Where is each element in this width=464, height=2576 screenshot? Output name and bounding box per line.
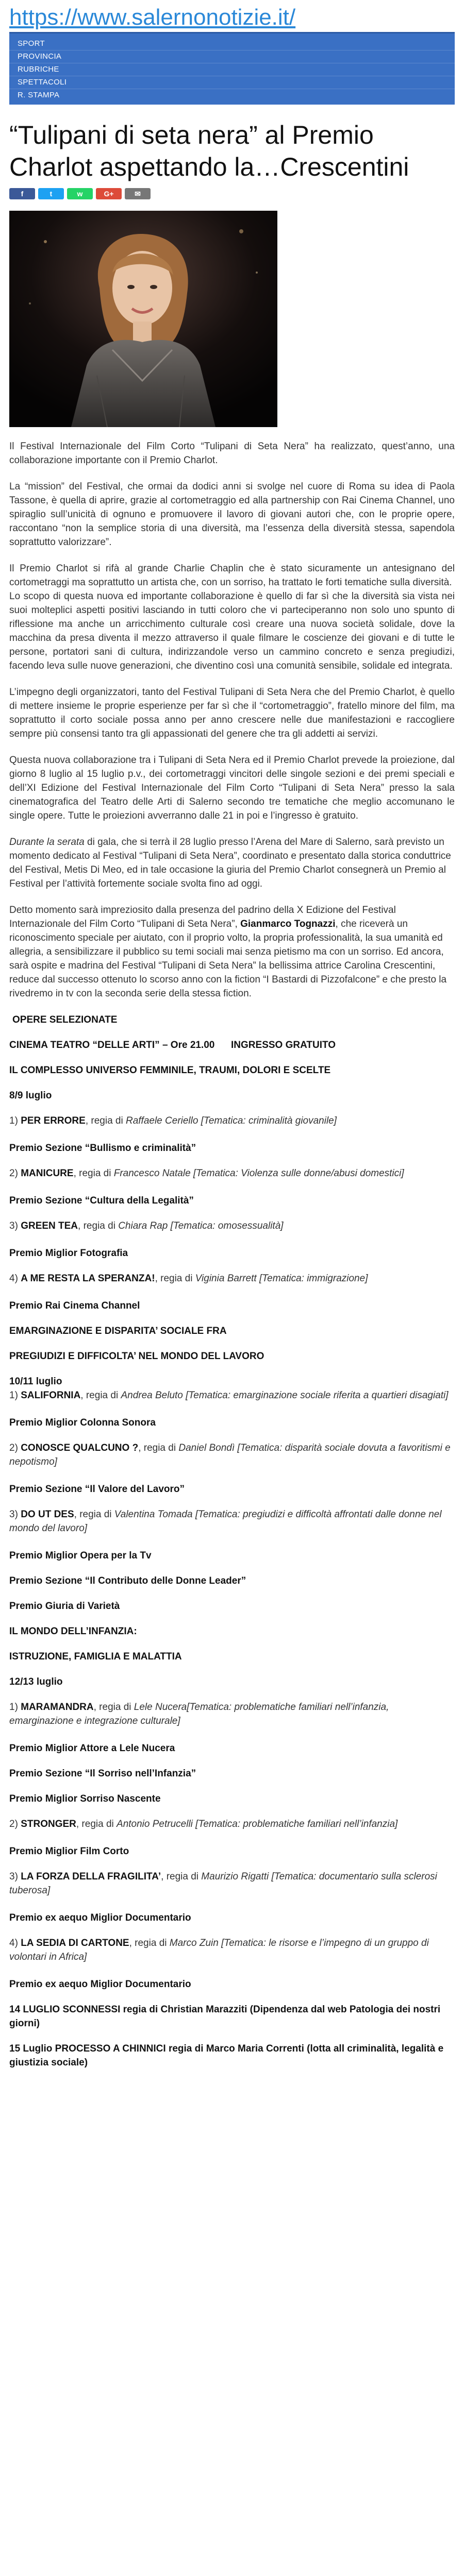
date-heading: 12/13 luglio [9, 1676, 63, 1687]
film-entry: 3) GREEN TEA, regia di Chiara Rap [Tematica: omosessualità] [9, 1221, 284, 1231]
award-heading: Premio ex aequo Miglior Documentario [9, 1979, 191, 1990]
strong-name: Gianmarco Tognazzi [240, 919, 336, 929]
article-paragraph: Il Festival Internazionale del Film Corto “Tulipani di Seta Nera” ha realizzato, quest’anno, una collaborazione importante con il Premio Charlot. [9, 441, 455, 466]
film-entry: 3) LA FORZA DELLA FRAGILITA’, regia di Maurizio Rigatti [Tematica: documentario sulla sclerosi tuberosa] [9, 1871, 437, 1896]
twitter-share-button[interactable] [38, 188, 64, 199]
award-heading: Premio Sezione “Bullismo e criminalità” [9, 1143, 196, 1154]
film-director-label: , regia di [80, 1390, 121, 1401]
paragraph-text: di gala, che si terrà il 28 luglio presso l’Arena del Mare di Salerno, sarà previsto un momento dedicato al Festival “Tulipani di Seta Nera”, coordinato e presentato dalla storica conduttrice del Festival, Metis Di Meo, ed in tale occasione la giuria del Premio Charlot consegnerà un Premio al Festival per l’attività fortemente sociale svolta fino ad oggi. [9, 837, 451, 889]
screening-entry: 14 LUGLIO SCONNESSI regia di Christian Marazziti (Dipendenza dal web Patologia dei nostri giorni) [9, 2004, 441, 2029]
award-heading: Premio Sezione “Cultura della Legalità” [9, 1195, 194, 1206]
award-heading: Premio Giuria di Varietà [9, 1601, 120, 1612]
venue-heading: CINEMA TEATRO “DELLE ARTI” – Ore 21.00 INGRESSO GRATUITO [9, 1040, 336, 1050]
film-title: STRONGER [21, 1819, 76, 1829]
film-details: Francesco Natale [Tematica: Violenza sulle donne/abusi domestici] [113, 1168, 404, 1179]
mail-icon: ✉ [135, 189, 141, 198]
film-entry: 4) A ME RESTA LA SPERANZA!, regia di Viginia Barrett [Tematica: immigrazione] [9, 1273, 368, 1284]
nav-item-rassegna-stampa[interactable]: R. STAMPA [9, 89, 455, 101]
facebook-share-button[interactable] [9, 188, 35, 199]
article-paragraph [9, 835, 455, 891]
film-details: Antonio Petrucelli [Tematica: problematiche familiari nell’infanzia] [117, 1819, 398, 1829]
award-heading: Premio Miglior Attore a Lele Nucera [9, 1743, 175, 1754]
section-heading: OPERE SELEZIONATE [12, 1014, 118, 1025]
film-entry: 3) DO UT DES, regia di Valentina Tomada [Tematica: pregiudizi e difficoltà affrontati dalle donne nel mondo del lavoro] [9, 1509, 442, 1534]
article-paragraph [9, 903, 455, 1001]
actress-photo-illustration [9, 211, 277, 427]
film-entry: 1) PER ERRORE, regia di Raffaele Ceriello [Tematica: criminalità giovanile] [9, 1115, 337, 1126]
film-director-label: , regia di [155, 1273, 195, 1284]
article-body [0, 427, 464, 2070]
film-details: Marco Zuin [Tematica: le risorse e l’impegno di un gruppo di volontari in Africa] [9, 1938, 429, 1962]
film-title: MANICURE [21, 1168, 74, 1179]
film-entry: 1) SALIFORNIA, regia di Andrea Beluto [Tematica: emarginazione sociale riferita a quartieri disagiati] [9, 1390, 449, 1401]
film-director-label: , regia di [161, 1871, 202, 1882]
award-heading: Premio Miglior Film Corto [9, 1846, 129, 1857]
film-title: MARAMANDRA [21, 1702, 94, 1713]
theme-heading: ISTRUZIONE, FAMIGLIA E MALATTIA [9, 1651, 182, 1662]
award-heading: Premio Miglior Sorriso Nascente [9, 1793, 161, 1804]
film-details: Daniel Bondì [Tematica: disparità sociale dovuta a favoritismi e nepotismo] [9, 1443, 451, 1467]
award-heading: Premio Sezione “Il Contributo delle Donne Leader” [9, 1575, 246, 1586]
film-details: Chiara Rap [Tematica: omosessualità] [118, 1221, 284, 1231]
article-paragraph: Il Premio Charlot si rifà al grande Charlie Chaplin che è stato sicuramente un antesignano del cortometraggi ma soprattutto un artista che, con un sorriso, ha trattato le forti tematiche sulla diversità. [9, 563, 455, 588]
film-director-label: , regia di [74, 1509, 114, 1520]
film-title: DO UT DES [21, 1509, 74, 1520]
paragraph-text: , che riceverà un riconoscimento speciale per aiutato, con il proprio volto, la propria professionalità, la sua umanità ed allegria, a sensibilizzare il pubblico su temi sociali mai senza pietismo ma con un sorriso. Ed ancora, sarà ospite e madrina del Festival “Tulipani di Seta Nera” la bellissima attrice Carolina Crescentini, reduce dal successo ottenuto lo scorso anno con la fiction “I Bastardi di Pizzofalcone” e che presto la rivedremo in tv con la seconda serie della stessa fiction. [9, 919, 447, 999]
film-entry: 2) STRONGER, regia di Antonio Petrucelli [Tematica: problematiche familiari nell’infanzia] [9, 1819, 398, 1829]
film-director-label: , regia di [85, 1115, 126, 1126]
google-plus-icon: G+ [104, 190, 114, 198]
film-title: CONOSCE QUALCUNO ? [21, 1443, 139, 1453]
film-director-label: , regia di [93, 1702, 134, 1713]
date-heading: 8/9 luglio [9, 1090, 52, 1101]
film-entry: 2) CONOSCE QUALCUNO ?, regia di Daniel Bondì [Tematica: disparità sociale dovuta a favoritismi e nepotismo] [9, 1443, 451, 1467]
screening-entry: 15 Luglio PROCESSO A CHINNICI regia di Marco Maria Correnti (lotta all criminalità, legalità e giustizia sociale) [9, 2043, 444, 2068]
film-title: GREEN TEA [21, 1221, 78, 1231]
paragraph-text: Detto momento sarà impreziosito dalla presenza del padrino della X Edizione del Festival Internazionale del Film Corto “Tulipani di Seta Nera”, [9, 905, 396, 929]
nav-item-spettacoli[interactable]: SPETTACOLI [9, 76, 455, 89]
site-header [0, 0, 464, 32]
film-director-label: , regia di [76, 1819, 117, 1829]
article-paragraph: L’impegno degli organizzatori, tanto del Festival Tulipani di Seta Nera che del Premio Charlot, è quello di mettere insieme le proprie esperienze per far sì che il “cortometraggio”, fratello minore del film, ma soprattutto il corto sociale possa anno per anno crescere nelle due manifestazioni e raccogliere sempre più consensi tanto tra gli appassionati del genere che tra gli addetti ai servizi. [9, 687, 455, 739]
film-details: Lele Nucera[Tematica: problematiche familiari nell’infanzia, emarginazione e integrazione culturale] [9, 1702, 389, 1726]
film-director-label: , regia di [138, 1443, 179, 1453]
film-title: PER ERRORE [21, 1115, 86, 1126]
theme-heading: IL COMPLESSO UNIVERSO FEMMINILE, TRAUMI, DOLORI E SCELTE [9, 1065, 331, 1076]
hero-photo [9, 211, 277, 427]
award-heading: Premio ex aequo Miglior Documentario [9, 1912, 191, 1923]
film-details: Andrea Beluto [Tematica: emarginazione sociale riferita a quartieri disagiati] [121, 1390, 449, 1401]
nav-item-rubriche[interactable]: RUBRICHE [9, 63, 455, 76]
award-heading: Premio Miglior Fotografia [9, 1248, 128, 1259]
film-details: Raffaele Ceriello [Tematica: criminalità giovanile] [125, 1115, 337, 1126]
award-heading: Premio Rai Cinema Channel [9, 1300, 140, 1311]
mail-share-button[interactable] [125, 188, 151, 199]
film-title: LA FORZA DELLA FRAGILITA’ [21, 1871, 161, 1882]
film-details: Viginia Barrett [Tematica: immigrazione] [195, 1273, 368, 1284]
film-title: A ME RESTA LA SPERANZA! [21, 1273, 155, 1284]
award-heading: Premio Miglior Opera per la Tv [9, 1550, 152, 1561]
theme-heading: EMARGINAZIONE E DISPARITA’ SOCIALE FRA [9, 1326, 227, 1336]
award-heading: Premio Sezione “Il Sorriso nell’Infanzia” [9, 1768, 196, 1779]
film-details: Valentina Tomada [Tematica: pregiudizi e difficoltà affrontati dalle donne nel mondo del lavoro] [9, 1509, 442, 1534]
film-title: SALIFORNIA [21, 1390, 81, 1401]
main-nav [9, 32, 455, 105]
theme-heading: IL MONDO DELL’INFANZIA: [9, 1626, 137, 1637]
nav-item-sport[interactable]: SPORT [18, 39, 45, 48]
award-heading: Premio Miglior Colonna Sonora [9, 1417, 156, 1428]
site-url-link[interactable]: https://www.salernonotizie.it/ [9, 5, 296, 30]
article-title: “Tulipani di seta nera” al Premio Charlot aspettando la…Crescentini [9, 121, 409, 181]
theme-heading: PREGIUDIZI E DIFFICOLTA’ NEL MONDO DEL LAVORO [9, 1351, 264, 1362]
date-heading: 10/11 luglio [9, 1376, 62, 1387]
google-plus-share-button[interactable] [96, 188, 122, 199]
film-title: LA SEDIA DI CARTONE [21, 1938, 129, 1948]
film-director-label: , regia di [78, 1221, 119, 1231]
film-entry: 4) LA SEDIA DI CARTONE, regia di Marco Zuin [Tematica: le risorse e l’impegno di un gruppo di volontari in Africa] [9, 1938, 429, 1962]
film-director-label: , regia di [129, 1938, 170, 1948]
nav-item-provincia[interactable]: PROVINCIA [9, 50, 455, 63]
film-director-label: , regia di [73, 1168, 114, 1179]
article-paragraph: La “mission” del Festival, che ormai da dodici anni si svolge nel cuore di Roma su idea di Paola Tassone, è quella di aprire, grazie al cortometraggio ed alla partnership con Rai Cinema Channel, uno spiraglio sull’unicità di ognuno e promuovere il lavoro di giovani autori che, con le proprie opere, raccontano “non la semplice storia di una diversità, ma l’essenza della diversità stessa, sapendola soprattutto valorizzare”. [9, 481, 455, 548]
article-paragraph: Questa nuova collaborazione tra i Tulipani di Seta Nera ed il Premio Charlot prevede la proiezione, dal giorno 8 luglio al 15 luglio p.v., dei cortometraggi vincitori delle singole sezioni e dei premi speciali e dell’XI Edizione del Festival Internazionale del Film Corto “Tulipani di Seta Nera” presso la sala cinematografica del Teatro delle Arti di Salerno secondo tre tematiche che meglio accomunano le single opere. Tutte le proiezioni avverranno dalle 21 in poi e l’ingresso è gratuito. [9, 755, 455, 821]
award-heading: Premio Sezione “Il Valore del Lavoro” [9, 1484, 185, 1495]
facebook-icon: f [21, 190, 24, 198]
article-paragraph: Lo scopo di questa nuova ed importante collaborazione è quello di far sì che la diversità sia vista nei suoi molteplici aspetti positivi lasciando in tutti coloro che vi parteciperanno non solo uno spunto di riflessione ma anche un arricchimento culturale così creare una nuova società solidale, dove la macchina da presa diventa il mezzo attraverso il quale filmare le coscienze dei giovani e di tutte le persone, portatori sani di cultura, indirizzandole verso un cammino concreto e senza pregiudizi, facendo leva sulle nuove generazioni, che diventino così una comunità sensibile, solidale ed integrata. [9, 591, 455, 671]
emphasis-text: Durante la serata [9, 837, 85, 848]
share-bar [9, 188, 455, 199]
film-details: Maurizio Rigatti [Tematica: documentario sulla sclerosi tuberosa] [9, 1871, 437, 1896]
film-entry: 1) MARAMANDRA, regia di Lele Nucera[Tematica: problematiche familiari nell’infanzia, emarginazione e integrazione culturale] [9, 1702, 389, 1726]
film-entry: 2) MANICURE, regia di Francesco Natale [Tematica: Violenza sulle donne/abusi domestici] [9, 1168, 404, 1179]
whatsapp-icon: w [77, 190, 83, 198]
whatsapp-share-button[interactable] [67, 188, 93, 199]
twitter-icon: t [49, 190, 53, 198]
